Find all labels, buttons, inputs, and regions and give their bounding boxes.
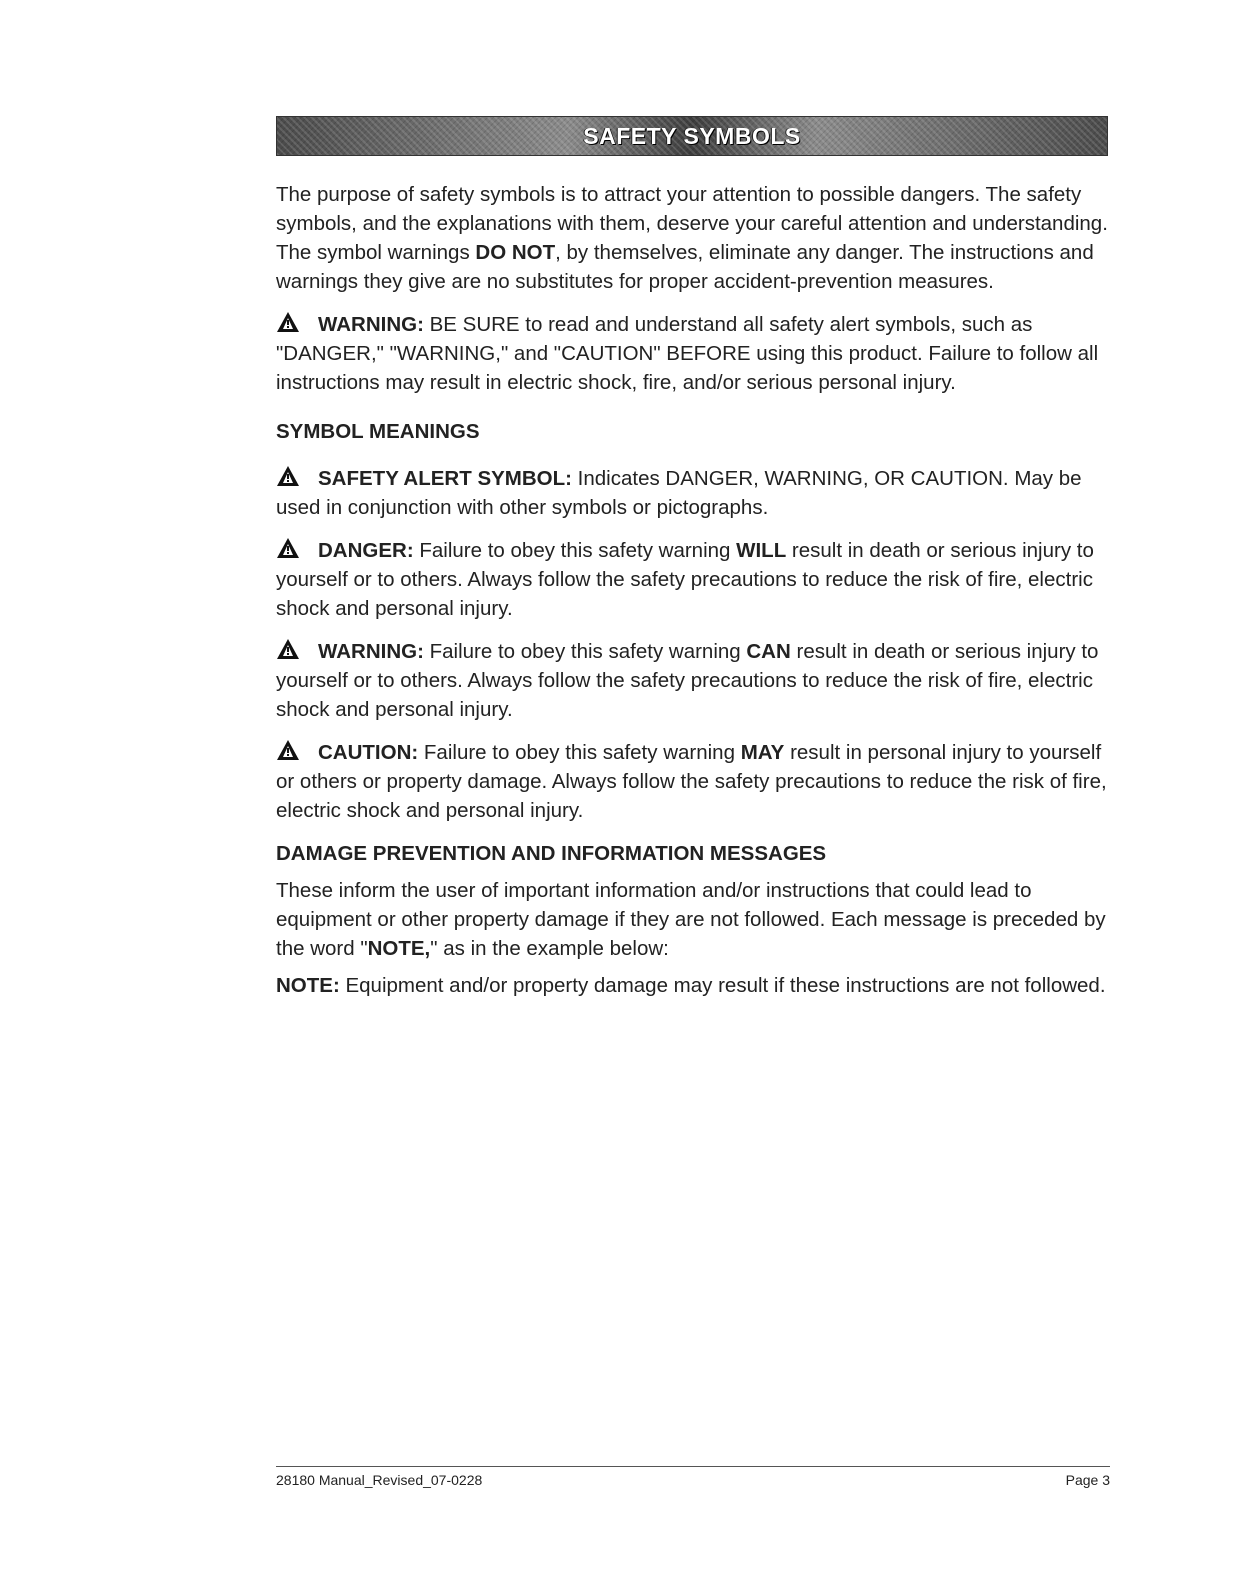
symbol-label: WARNING:	[318, 640, 424, 663]
document-body	[276, 180, 1110, 1014]
intro-text-1: The purpose of safety symbols is to attract your attention to possible dangers. The safety symbols, and the explanations with them, deserve your careful attention and understanding. The symbol warnings	[276, 183, 1108, 264]
symbol-label: SAFETY ALERT SYMBOL:	[318, 467, 572, 490]
symbol-bold: MAY	[740, 741, 785, 764]
symbol-label: DANGER:	[318, 539, 414, 562]
symbol-text-after: result in death or serious injury to yourself or to others. Always follow the safety precautions to reduce the risk of fire, electric shock and personal injury.	[276, 640, 1099, 721]
note-label: NOTE:	[276, 974, 340, 997]
note-text: Equipment and/or property damage may result if these instructions are not followed.	[339, 974, 1106, 997]
symbol-text-after: result in personal injury to yourself or others or property damage. Always follow the safety precautions to reduce the risk of fire, electric shock and personal injury.	[276, 741, 1107, 822]
symbol-item-warning	[276, 637, 1110, 724]
damage-text-after: " as in the example below:	[430, 937, 669, 960]
symbol-bold: CAN	[746, 640, 791, 663]
symbol-label: CAUTION:	[318, 741, 419, 764]
damage-prevention-heading: DAMAGE PREVENTION AND INFORMATION MESSAGES	[276, 842, 827, 865]
symbol-text-after: result in death or serious injury to yourself or to others. Always follow the safety precautions to reduce the risk of fire, electric shock and personal injury.	[276, 539, 1094, 620]
symbol-text: Failure to obey this safety warning	[413, 539, 737, 562]
warning-notice-text: BE SURE to read and understand all safety alert symbols, such as "DANGER," "WARNING," and "CAUTION" BEFORE using this product. Failure to follow all instructions may result in electric shock, fire, and/or serious personal injury.	[276, 313, 1099, 394]
page-title: SAFETY SYMBOLS	[583, 122, 801, 149]
note-paragraph	[276, 971, 1110, 1000]
warning-notice-label: WARNING:	[318, 313, 424, 336]
symbol-meanings-heading: SYMBOL MEANINGS	[276, 420, 480, 443]
safety-alert-triangle-icon	[276, 638, 312, 660]
footer-document-id: 28180 Manual_Revised_07-0228	[276, 1472, 483, 1488]
intro-bold: DO NOT	[475, 241, 556, 264]
symbol-item-safety-alert	[276, 464, 1110, 522]
safety-alert-triangle-icon	[276, 739, 312, 761]
warning-notice	[276, 310, 1110, 397]
damage-text: These inform the user of important information and/or instructions that could lead to equipment or other property damage if they are not followed. Each message is preceded by the word "	[276, 879, 1106, 960]
intro-paragraph	[276, 180, 1110, 296]
safety-alert-triangle-icon	[276, 311, 312, 333]
symbol-bold: WILL	[736, 539, 787, 562]
damage-prevention-paragraph	[276, 876, 1110, 963]
page-number: Page 3	[1065, 1472, 1110, 1488]
safety-alert-triangle-icon	[276, 465, 312, 487]
symbol-text: Failure to obey this safety warning	[418, 741, 741, 764]
footer-divider	[276, 1466, 1110, 1467]
section-banner	[276, 116, 1108, 156]
intro-text-2: , by themselves, eliminate any danger. The instructions and warnings they give are no substitutes for proper accident-prevention measures.	[276, 241, 1094, 293]
symbol-item-caution	[276, 738, 1110, 825]
symbol-item-danger	[276, 536, 1110, 623]
safety-alert-triangle-icon	[276, 537, 312, 559]
symbol-text: Indicates DANGER, WARNING, OR CAUTION. May be used in conjunction with other symbols or pictographs.	[276, 467, 1082, 519]
symbol-text: Failure to obey this safety warning	[423, 640, 747, 663]
damage-bold: NOTE,	[367, 937, 431, 960]
